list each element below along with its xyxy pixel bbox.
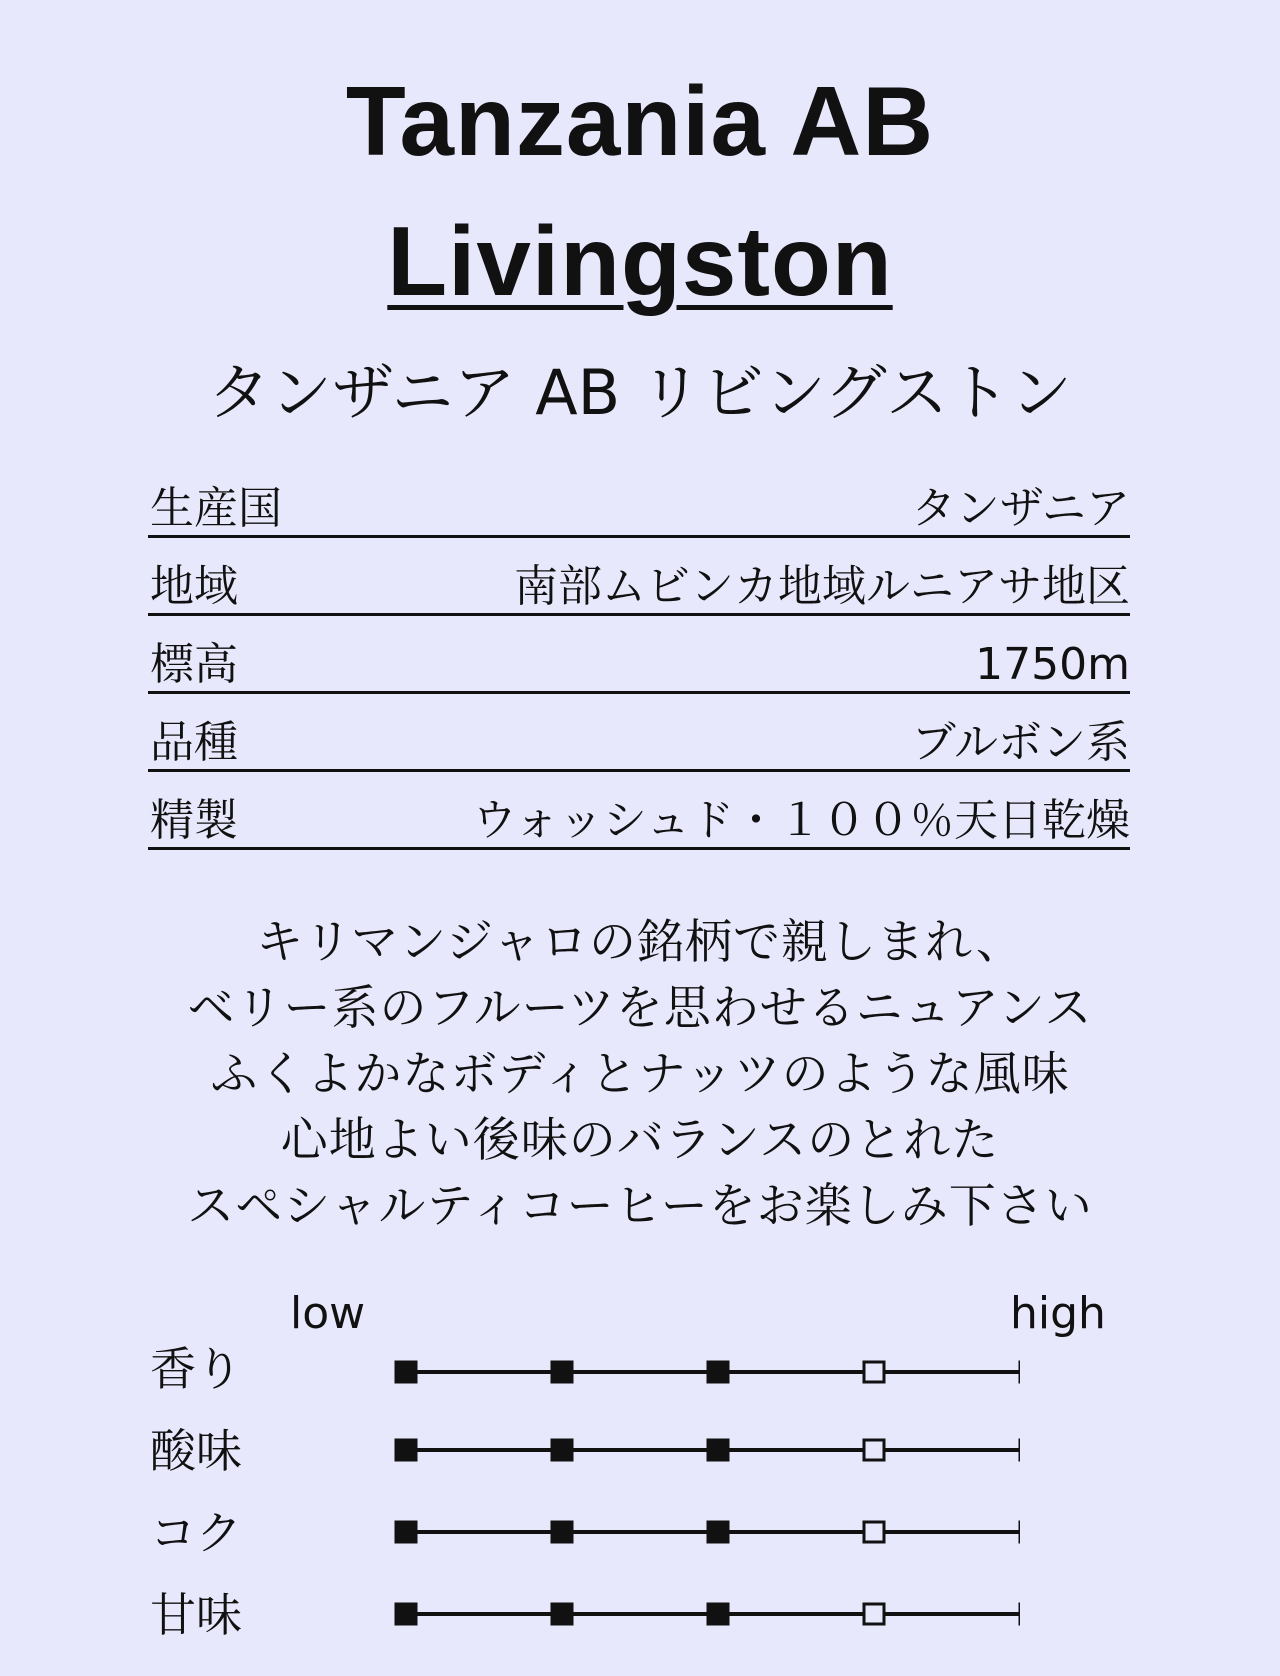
spec-value: ウォッシュド・１００％天日乾燥 bbox=[472, 795, 1130, 846]
spec-value: 1750m bbox=[975, 639, 1130, 690]
spec-label: 生産国 bbox=[150, 483, 282, 534]
description-line: 心地よい後味のバランスのとれた bbox=[280, 1113, 1000, 1168]
spec-row-variety bbox=[148, 712, 1130, 772]
rating-point-filled bbox=[552, 1522, 572, 1542]
rating-scale-sweetness bbox=[380, 1594, 1020, 1634]
spec-label: 地域 bbox=[150, 561, 238, 612]
spec-label: 品種 bbox=[150, 717, 238, 768]
spec-value: タンザニア bbox=[911, 483, 1130, 534]
spec-value: ブルボン系 bbox=[911, 717, 1130, 768]
rating-point-empty bbox=[864, 1362, 884, 1382]
rating-scale-acidity bbox=[380, 1430, 1020, 1470]
spec-row-region bbox=[148, 556, 1130, 616]
rating-scale-aroma bbox=[380, 1352, 1020, 1392]
product-name-japanese: タンザニア AB リビングストン bbox=[207, 356, 1073, 429]
spec-row-process bbox=[148, 790, 1130, 850]
rating-label-acidity: 酸味 bbox=[150, 1424, 242, 1478]
spec-table bbox=[148, 478, 1130, 868]
rating-point-filled bbox=[708, 1440, 728, 1460]
product-title: Tanzania AB bbox=[345, 66, 935, 176]
rating-point-filled bbox=[552, 1362, 572, 1382]
rating-point-filled bbox=[396, 1362, 416, 1382]
description bbox=[0, 910, 1280, 1240]
rating-point-empty bbox=[864, 1522, 884, 1542]
spec-row-altitude bbox=[148, 634, 1130, 694]
rating-point-filled bbox=[708, 1522, 728, 1542]
description-line: キリマンジャロの銘柄で親しまれ、 bbox=[256, 915, 1024, 970]
rating-point-empty bbox=[864, 1440, 884, 1460]
rating-point-empty bbox=[864, 1604, 884, 1624]
rating-label-aroma: 香り bbox=[150, 1342, 242, 1396]
rating-point-filled bbox=[396, 1440, 416, 1460]
rating-point-filled bbox=[708, 1604, 728, 1624]
rating-label-sweetness: 甘味 bbox=[150, 1588, 242, 1642]
rating-point-filled bbox=[552, 1604, 572, 1624]
description-line: ふくよかなボディとナッツのような風味 bbox=[210, 1047, 1070, 1102]
rating-point-filled bbox=[396, 1604, 416, 1624]
rating-point-filled bbox=[396, 1522, 416, 1542]
description-line: ベリー系のフルーツを思わせるニュアンス bbox=[187, 981, 1093, 1036]
description-line: スペシャルティコーヒーをお楽しみ下さい bbox=[187, 1179, 1093, 1234]
rating-scale-body bbox=[380, 1512, 1020, 1552]
spec-label: 標高 bbox=[150, 639, 238, 690]
spec-label: 精製 bbox=[150, 795, 238, 846]
rating-point-filled bbox=[708, 1362, 728, 1382]
scale-high-label: high bbox=[1010, 1288, 1106, 1339]
rating-label-body: コク bbox=[150, 1506, 242, 1560]
spec-value: 南部ムビンカ地域ルニアサ地区 bbox=[514, 561, 1130, 612]
scale-low-label: low bbox=[290, 1288, 366, 1339]
rating-point-filled bbox=[552, 1440, 572, 1460]
product-subtitle-name: Livingston bbox=[387, 206, 893, 316]
spec-row-origin bbox=[148, 478, 1130, 538]
